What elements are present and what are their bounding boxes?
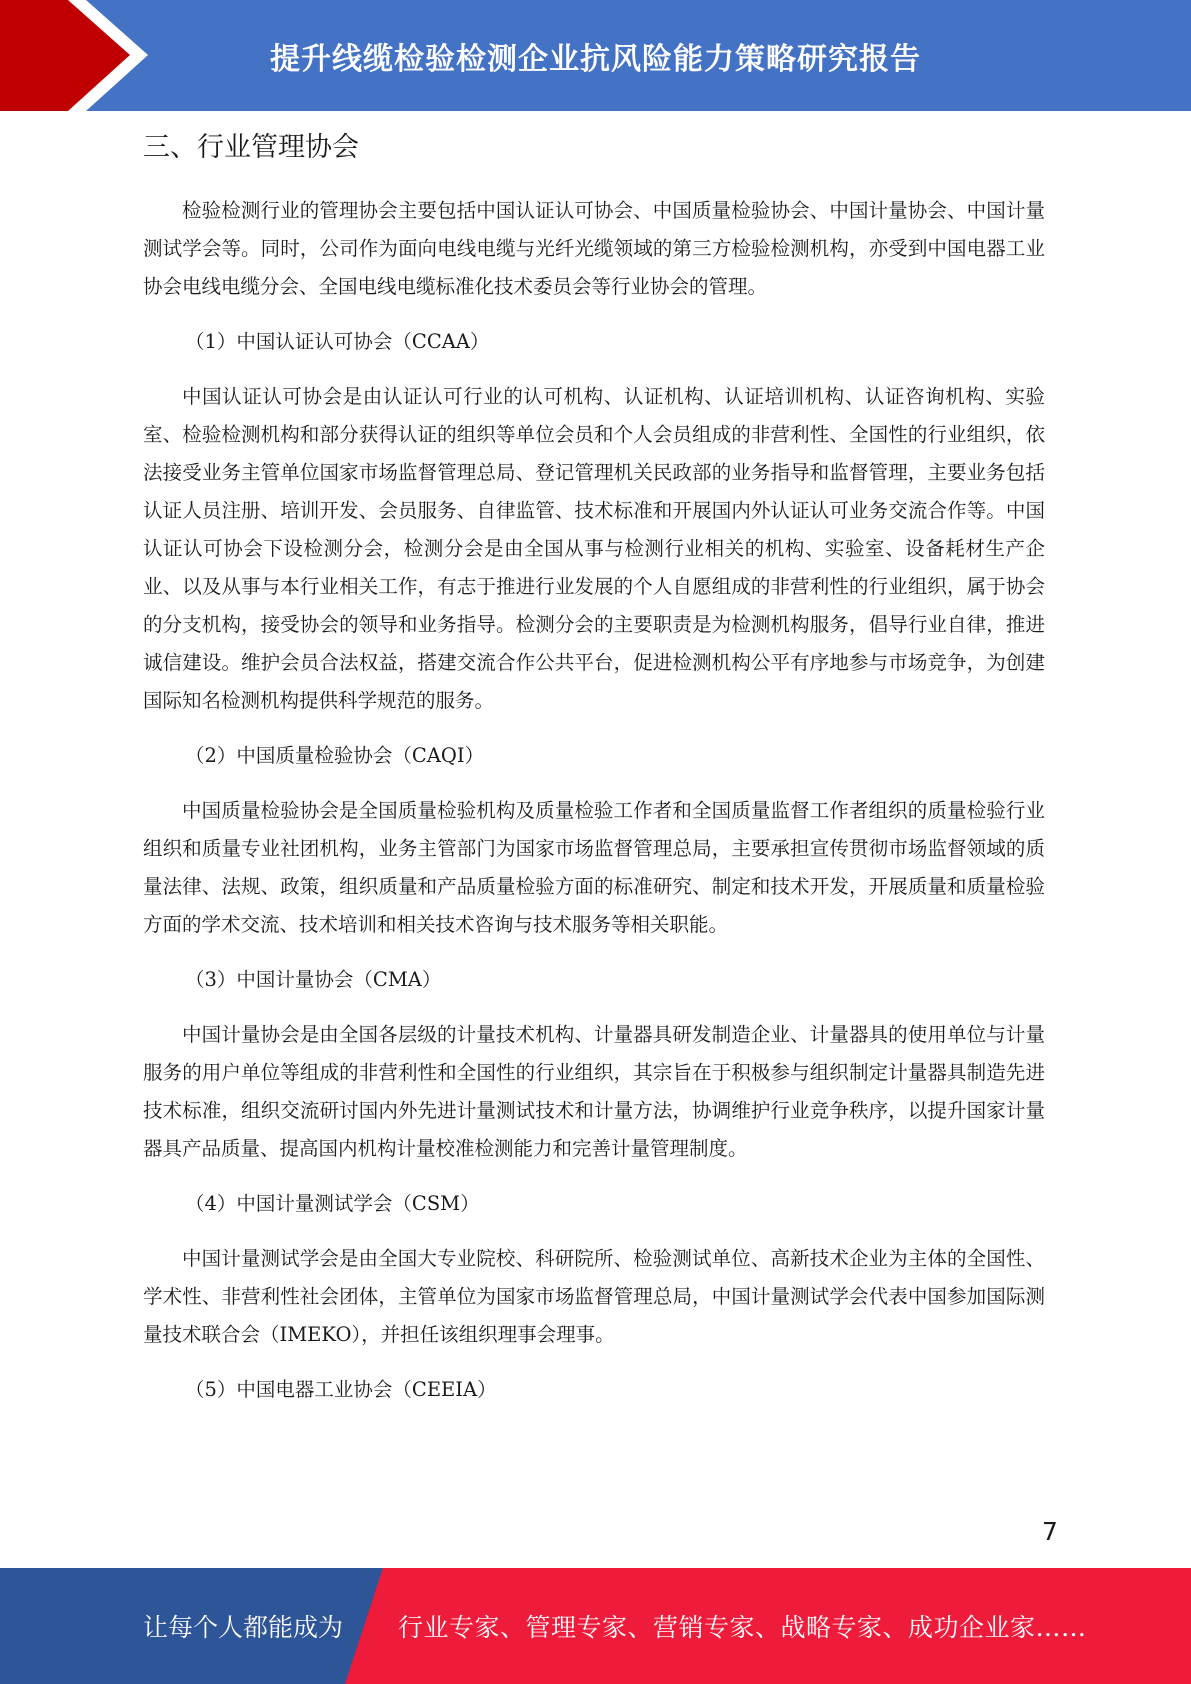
subheading-cma: （3）中国计量协会（CMA） xyxy=(185,968,442,991)
section-intro: 检验检测行业的管理协会主要包括中国认证认可协会、中国质量检验协会、中国计量协会、中国计量测试学会等。同时，公司作为面向电线电缆与光纤光缆领域的第三方检验检测机构，亦受到中国电器工业协会电线电缆分会、全国电线电缆标准化技术委员会等行业协会的管理。 xyxy=(143,199,1045,298)
paragraph-csm: 中国计量测试学会是由全国大专业院校、科研院所、检验测试单位、高新技术企业为主体的全国性、学术性、非营利性社会团体，主管单位为国家市场监督管理总局，中国计量测试学会代表中国参加国际测量技术联合会（IMEKO），并担任该组织理事会理事。 xyxy=(143,1247,1045,1346)
footer-slogan-left: 让每个人都能成为 xyxy=(143,1613,344,1642)
subheading-ccaa: （1）中国认证认可协会（CCAA） xyxy=(185,330,490,353)
section-heading: 三、行业管理协会 xyxy=(143,132,359,163)
paragraph-caqi: 中国质量检验协会是全国质量检验机构及质量检验工作者和全国质量监督工作者组织的质量检验行业组织和质量专业社团机构，业务主管部门为国家市场监督管理总局，主要承担宣传贯彻市场监督领域的质量法律、法规、政策，组织质量和产品质量检验方面的标准研究、制定和技术开发，开展质量和质量检验方面的学术交流、技术培训和相关技术咨询与技术服务等相关职能。 xyxy=(143,799,1045,936)
page-number: 7 xyxy=(1042,1517,1058,1546)
report-title: 提升线缆检验检测企业抗风险能力策略研究报告 xyxy=(270,41,921,77)
subheading-caqi: （2）中国质量检验协会（CAQI） xyxy=(185,744,485,767)
paragraph-ccaa: 中国认证认可协会是由认证认可行业的认可机构、认证机构、认证培训机构、认证咨询机构、实验室、检验检测机构和部分获得认证的组织等单位会员和个人会员组成的非营利性、全国性的行业组织，依法接受业务主管单位国家市场监督管理总局、登记管理机关民政部的业务指导和监督管理，主要业务包括认证人员注册、培训开发、会员服务、自律监管、技术标准和开展国内外认证认可业务交流合作等。中国认证认可协会下设检测分会，检测分会是由全国从事与检测行业相关的机构、实验室、设备耗材生产企业、以及从事与本行业相关工作，有志于推进行业发展的个人自愿组成的非营利性的行业组织，属于协会的分支机构，接受协会的领导和业务指导。检测分会的主要职责是为检测机构服务，倡导行业自律，推进诚信建设。维护会员合法权益，搭建交流合作公共平台，促进检测机构公平有序地参与市场竞争，为创建国际知名检测机构提供科学规范的服务。 xyxy=(143,385,1045,712)
header-banner xyxy=(0,0,1191,111)
subheading-csm: （4）中国计量测试学会（CSM） xyxy=(185,1192,480,1215)
footer-slogan-right: 行业专家、管理专家、营销专家、战略专家、成功企业家…… xyxy=(398,1613,1087,1642)
main-content xyxy=(143,128,1045,1426)
paragraph-cma: 中国计量协会是由全国各层级的计量技术机构、计量器具研发制造企业、计量器具的使用单位与计量服务的用户单位等组成的非营利性和全国性的行业组织，其宗旨在于积极参与组织制定计量器具制造先进技术标准，组织交流研讨国内外先进计量测试技术和计量方法，协调维护行业竞争秩序，以提升国家计量器具产品质量、提高国内机构计量校准检测能力和完善计量管理制度。 xyxy=(143,1023,1045,1160)
footer-banner xyxy=(0,1568,1191,1684)
subheading-ceeia: （5）中国电器工业协会（CEEIA） xyxy=(185,1378,497,1401)
